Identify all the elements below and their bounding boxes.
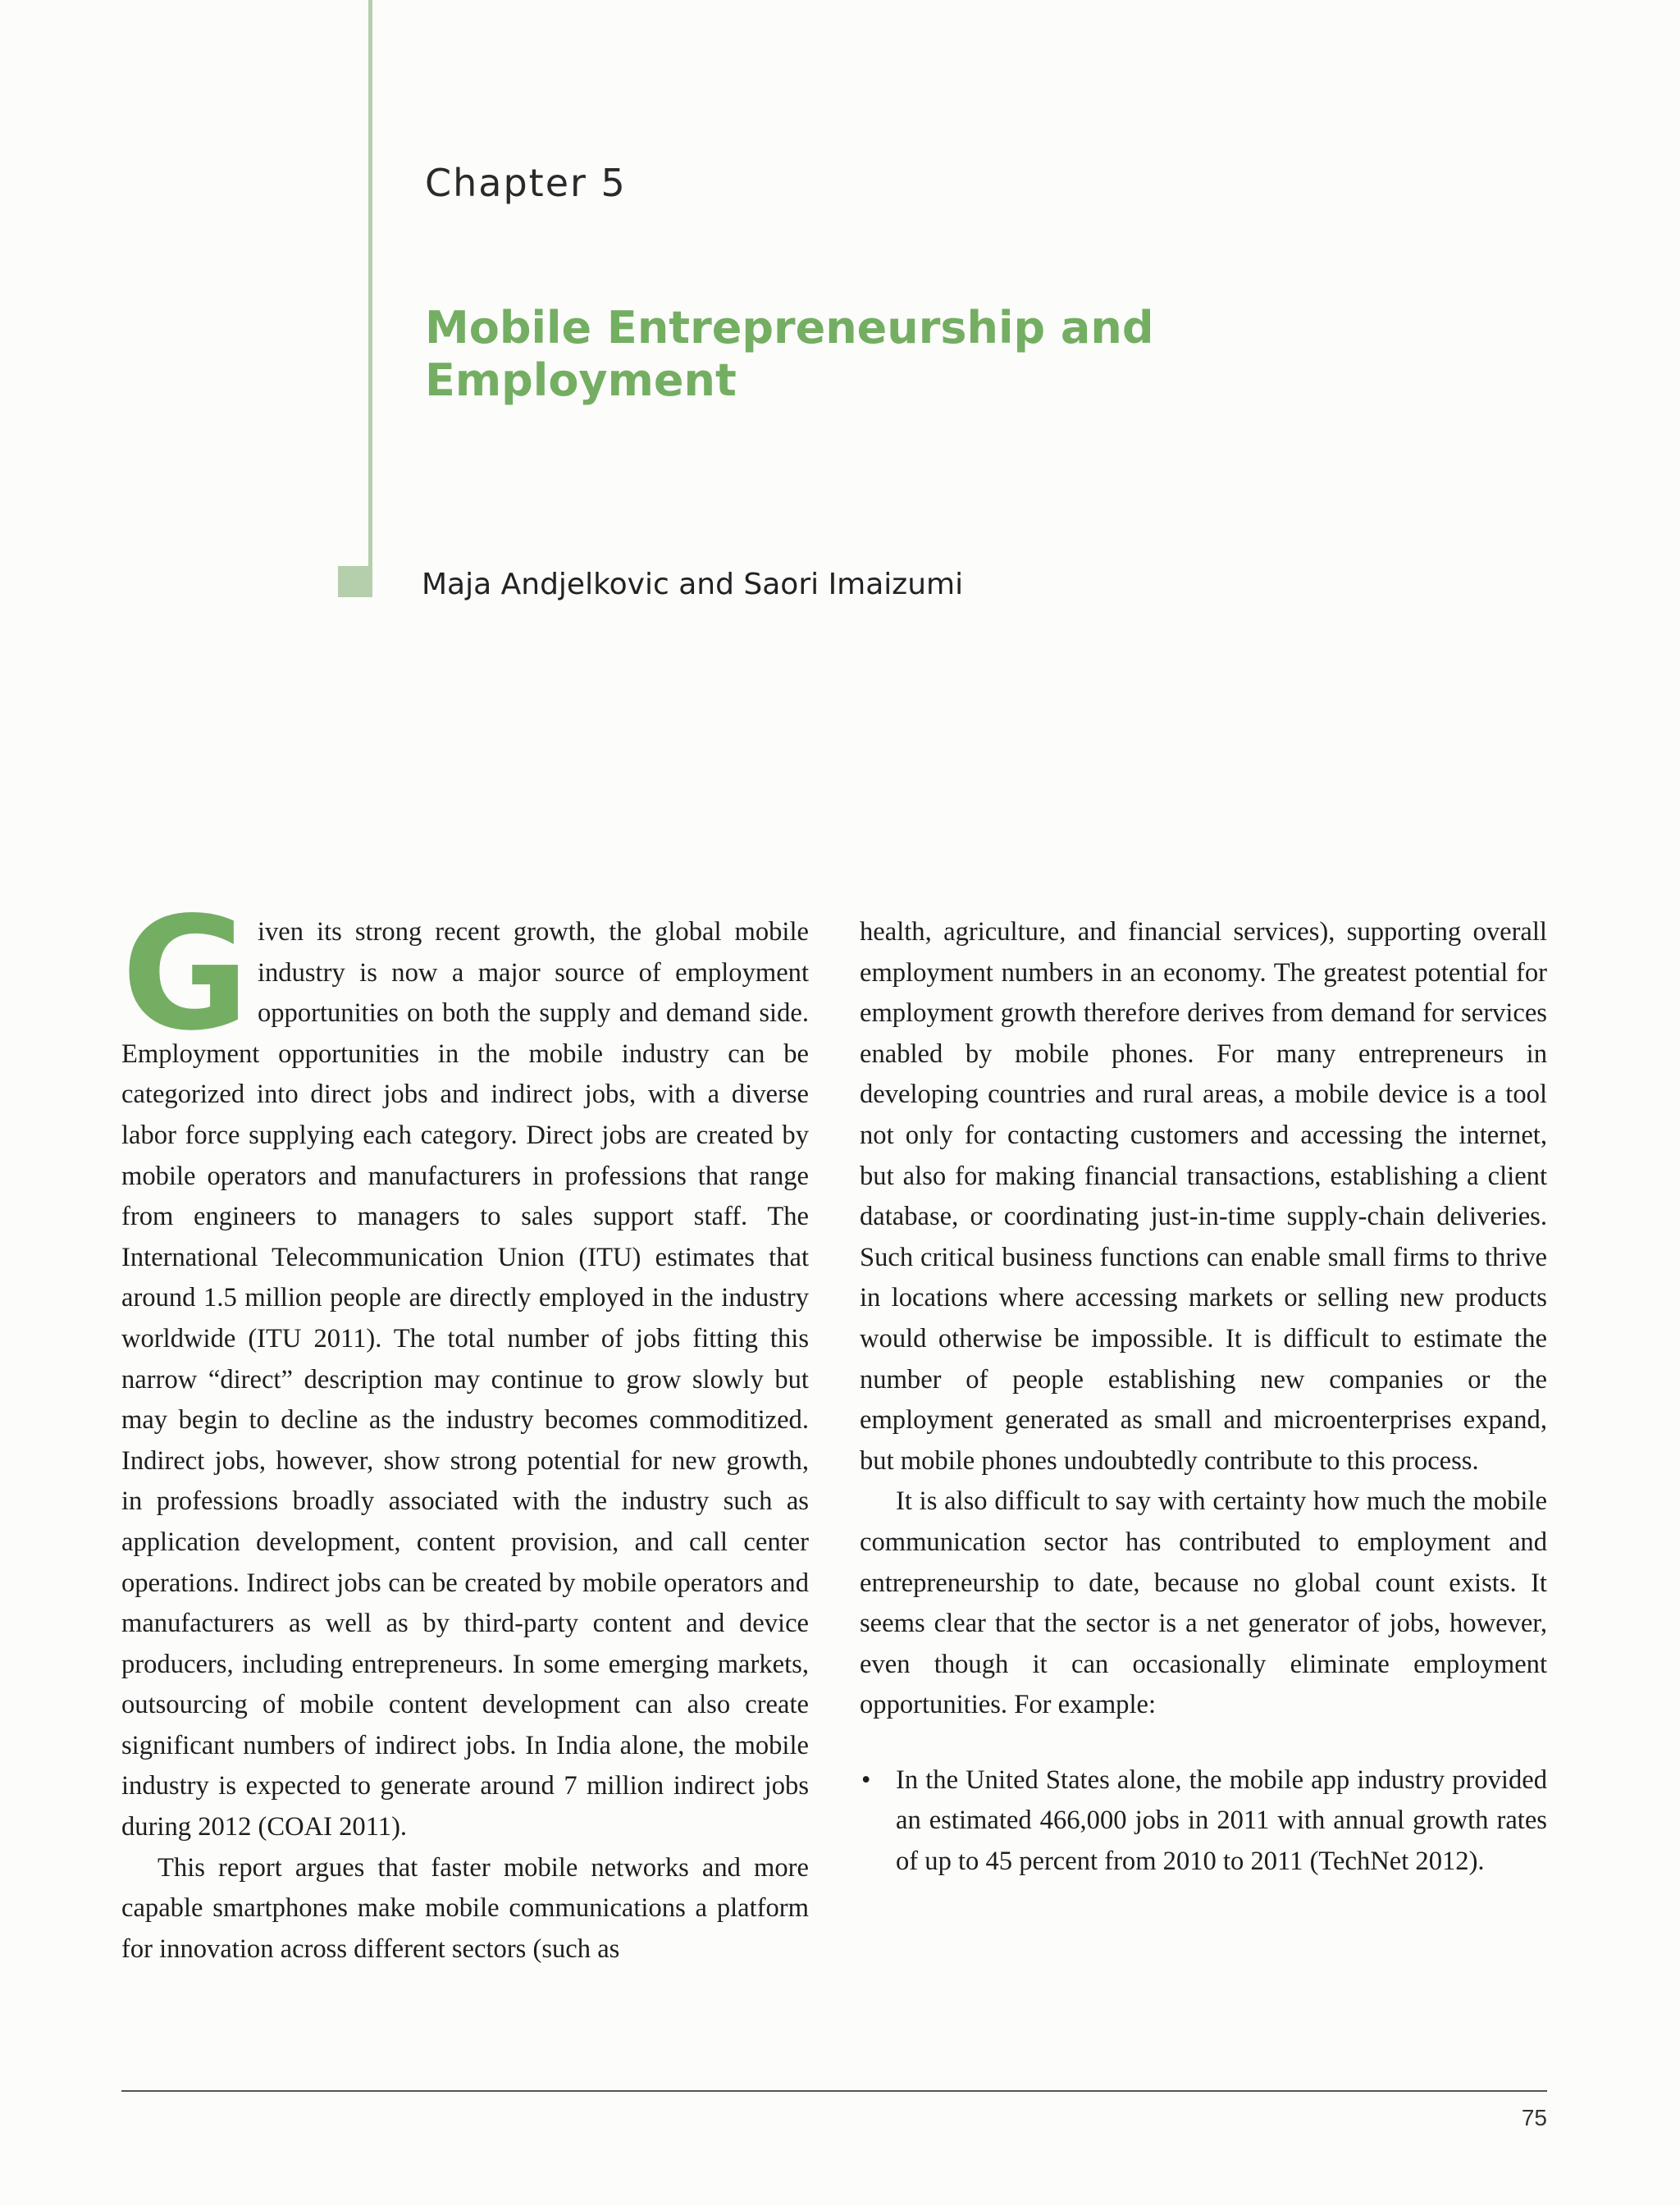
authors: Maja Andjelkovic and Saori Imaizumi xyxy=(422,568,964,601)
paragraph-1-text: iven its strong recent growth, the global mobile industry is now a major source of employment opportunities on both the supply and demand side. Employment opportunities in the mobile industry can be categorized into direct jobs and indirect jobs, with a diverse labor force supplying each category. Direct jobs are created by mobile operators and manufacturers in professions that range from engineers to managers to sales support staff. The International Telecommunication Union (ITU) estimates that around 1.5 million people are directly employed in the industry worldwide (ITU 2011). The total number of jobs fitting this narrow “direct” description may continue to grow slowly but may begin to decline as the industry becomes commoditized. Indirect jobs, however, show strong potential for new growth, in professions broadly associated with the industry such as application development, content provision, and call center operations. Indirect jobs can be created by mobile operators and manufacturers as well as by third-party content and device producers, including entrepreneurs. In some emerging markets, outsourcing of mobile content development can also create significant numbers of indirect jobs. In India alone, the mobile industry is expected to generate around 7 million indirect jobs during 2012 (COAI 2011). xyxy=(121,917,809,1842)
chapter-title-line2: Employment xyxy=(425,354,737,406)
vertical-accent-rule xyxy=(368,0,372,597)
paragraph-3: It is also difficult to say with certainty how much the mobile communication sector has contributed to employment and entrepreneurship to date, because no global count exists. It seems clear that the sector is a net generator of jobs, however, even though it can occasionally eliminate employment opportunities. For example: xyxy=(860,1486,1547,1720)
footer-rule xyxy=(121,2090,1547,2092)
bullet-item-text: In the United States alone, the mobile app industry provided an estimated 466,000 jobs in 2011 with annual growth rates of up to 45 percent from 2010 to 2011 (TechNet 2012). xyxy=(896,1764,1547,1877)
right-column xyxy=(860,912,1547,1883)
bullet-item xyxy=(860,1760,1547,1883)
accent-square xyxy=(338,566,369,597)
bullet-icon: • xyxy=(861,1764,871,1795)
chapter-title-line1: Mobile Entrepreneurship and xyxy=(425,302,1154,354)
left-column xyxy=(121,883,809,1970)
chapter-label: Chapter 5 xyxy=(425,161,627,205)
chapter-title xyxy=(425,302,1327,407)
drop-cap: G xyxy=(121,883,249,1065)
paragraph-2: This report argues that faster mobile networks and more capable smartphones make mobile communications a platform for innovation across different sectors (such as xyxy=(121,1852,809,1964)
paragraph-2-continued: health, agriculture, and financial services), supporting overall employment numbers in an economy. The greatest potential for employment growth therefore derives from demand for services enabled by mobile phones. For many entrepreneurs in developing countries and rural areas, a mobile device is a tool not only for contacting customers and accessing the internet, but also for making financial transactions, establishing a client database, or coordinating just-in-time supply-chain deliveries. Such critical business functions can enable small firms to thrive in locations where accessing markets or selling new products would otherwise be impossible. It is difficult to estimate the number of people establishing new companies or the employment generated as small and microenterprises expand, but mobile phones undoubtedly contribute to this process. xyxy=(860,917,1547,1476)
paragraph-1 xyxy=(121,883,809,1848)
bullet-list xyxy=(860,1760,1547,1883)
page-number: 75 xyxy=(1521,2105,1547,2130)
